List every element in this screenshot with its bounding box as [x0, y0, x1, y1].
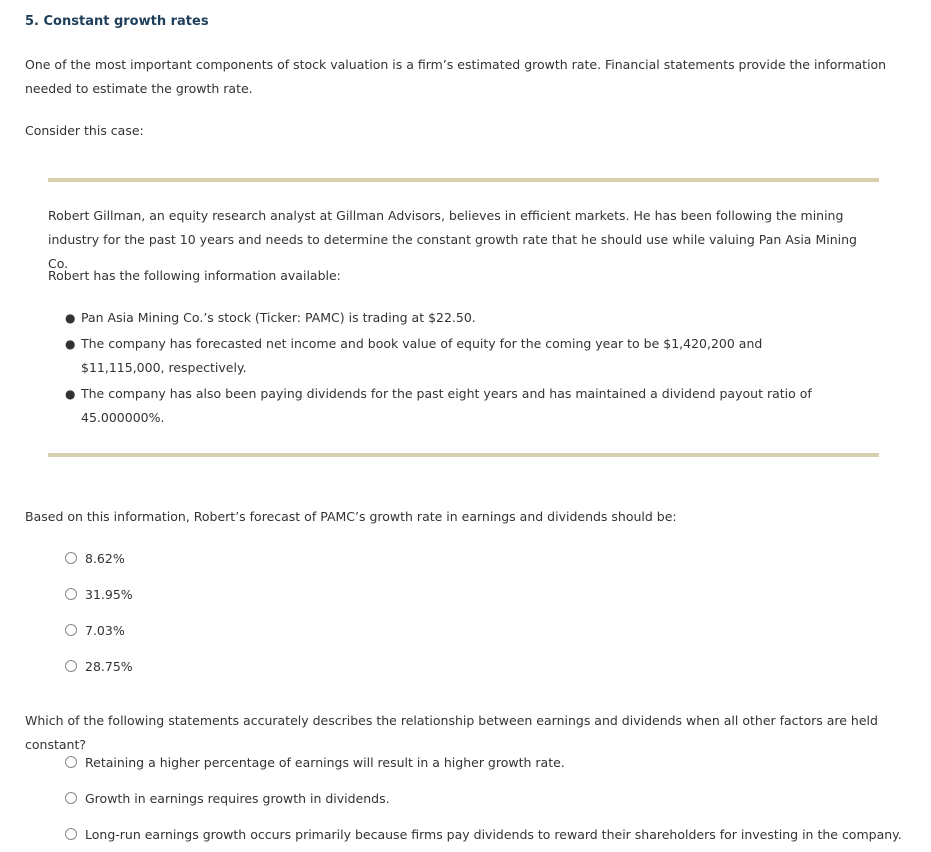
bullet-icon: ● — [65, 387, 76, 401]
radio-button[interactable] — [65, 828, 77, 840]
part2-option-2[interactable] — [65, 780, 902, 816]
option-label[interactable]: 7.03% — [85, 622, 125, 638]
radio-button[interactable] — [65, 660, 77, 672]
bullet-icon: ● — [65, 337, 76, 351]
case-paragraph: Robert Gillman, an equity research analyst at Gillman Advisors, believes in efficient markets. He has been following the mining industry for the past 10 years and needs to determine the constant growth rate that he should use while valuing Pan Asia Mining Co. — [48, 208, 857, 271]
part1-prompt: Based on this information, Robert’s forecast of PAMC’s growth rate in earnings and dividends should be: — [25, 509, 677, 524]
list-item: ● The company has forecasted net income and book value of equity for the coming year to be $1,420,200 and $11,115,000, respectively. — [48, 332, 848, 380]
option-label[interactable]: Growth in earnings requires growth in dividends. — [85, 790, 390, 806]
part2-prompt: Which of the following statements accurately describes the relationship between earnings and dividends when all other factors are held constant? — [25, 713, 878, 752]
option-label[interactable]: 8.62% — [85, 550, 125, 566]
bullet-icon: ● — [65, 311, 76, 325]
radio-button[interactable] — [65, 792, 77, 804]
part1-option-3[interactable] — [65, 612, 133, 648]
radio-button[interactable] — [65, 588, 77, 600]
option-label[interactable]: Retaining a higher percentage of earnings will result in a higher growth rate. — [85, 754, 565, 770]
part1-option-4[interactable] — [65, 648, 133, 684]
radio-button[interactable] — [65, 552, 77, 564]
part2-options — [65, 744, 902, 852]
intro-text: One of the most important components of stock valuation is a firm’s estimated growth rate. Financial statements provide the information needed to estimate the growth rate. — [25, 57, 887, 96]
case-bullet-list — [48, 306, 848, 432]
list-item: ● Pan Asia Mining Co.’s stock (Ticker: PAMC) is trading at $22.50. — [48, 306, 848, 330]
case-available-text: Robert has the following information available: — [48, 268, 341, 283]
part2-option-1[interactable] — [65, 744, 902, 780]
radio-button[interactable] — [65, 756, 77, 768]
option-label[interactable]: 31.95% — [85, 586, 133, 602]
part1-option-1[interactable] — [65, 540, 133, 576]
question-title: 5. Constant growth rates — [25, 14, 209, 29]
list-item: ● The company has also been paying dividends for the past eight years and has maintained a dividend payout ratio of 45.000000%. — [48, 382, 848, 430]
part1-options — [65, 540, 133, 684]
part2-option-3[interactable] — [65, 816, 902, 852]
consider-text: Consider this case: — [25, 123, 144, 138]
part1-option-2[interactable] — [65, 576, 133, 612]
case-box — [48, 178, 879, 457]
option-label[interactable]: Long-run earnings growth occurs primarily because firms pay dividends to reward their shareholders for investing in the company. — [85, 826, 902, 842]
radio-button[interactable] — [65, 624, 77, 636]
option-label[interactable]: 28.75% — [85, 658, 133, 674]
